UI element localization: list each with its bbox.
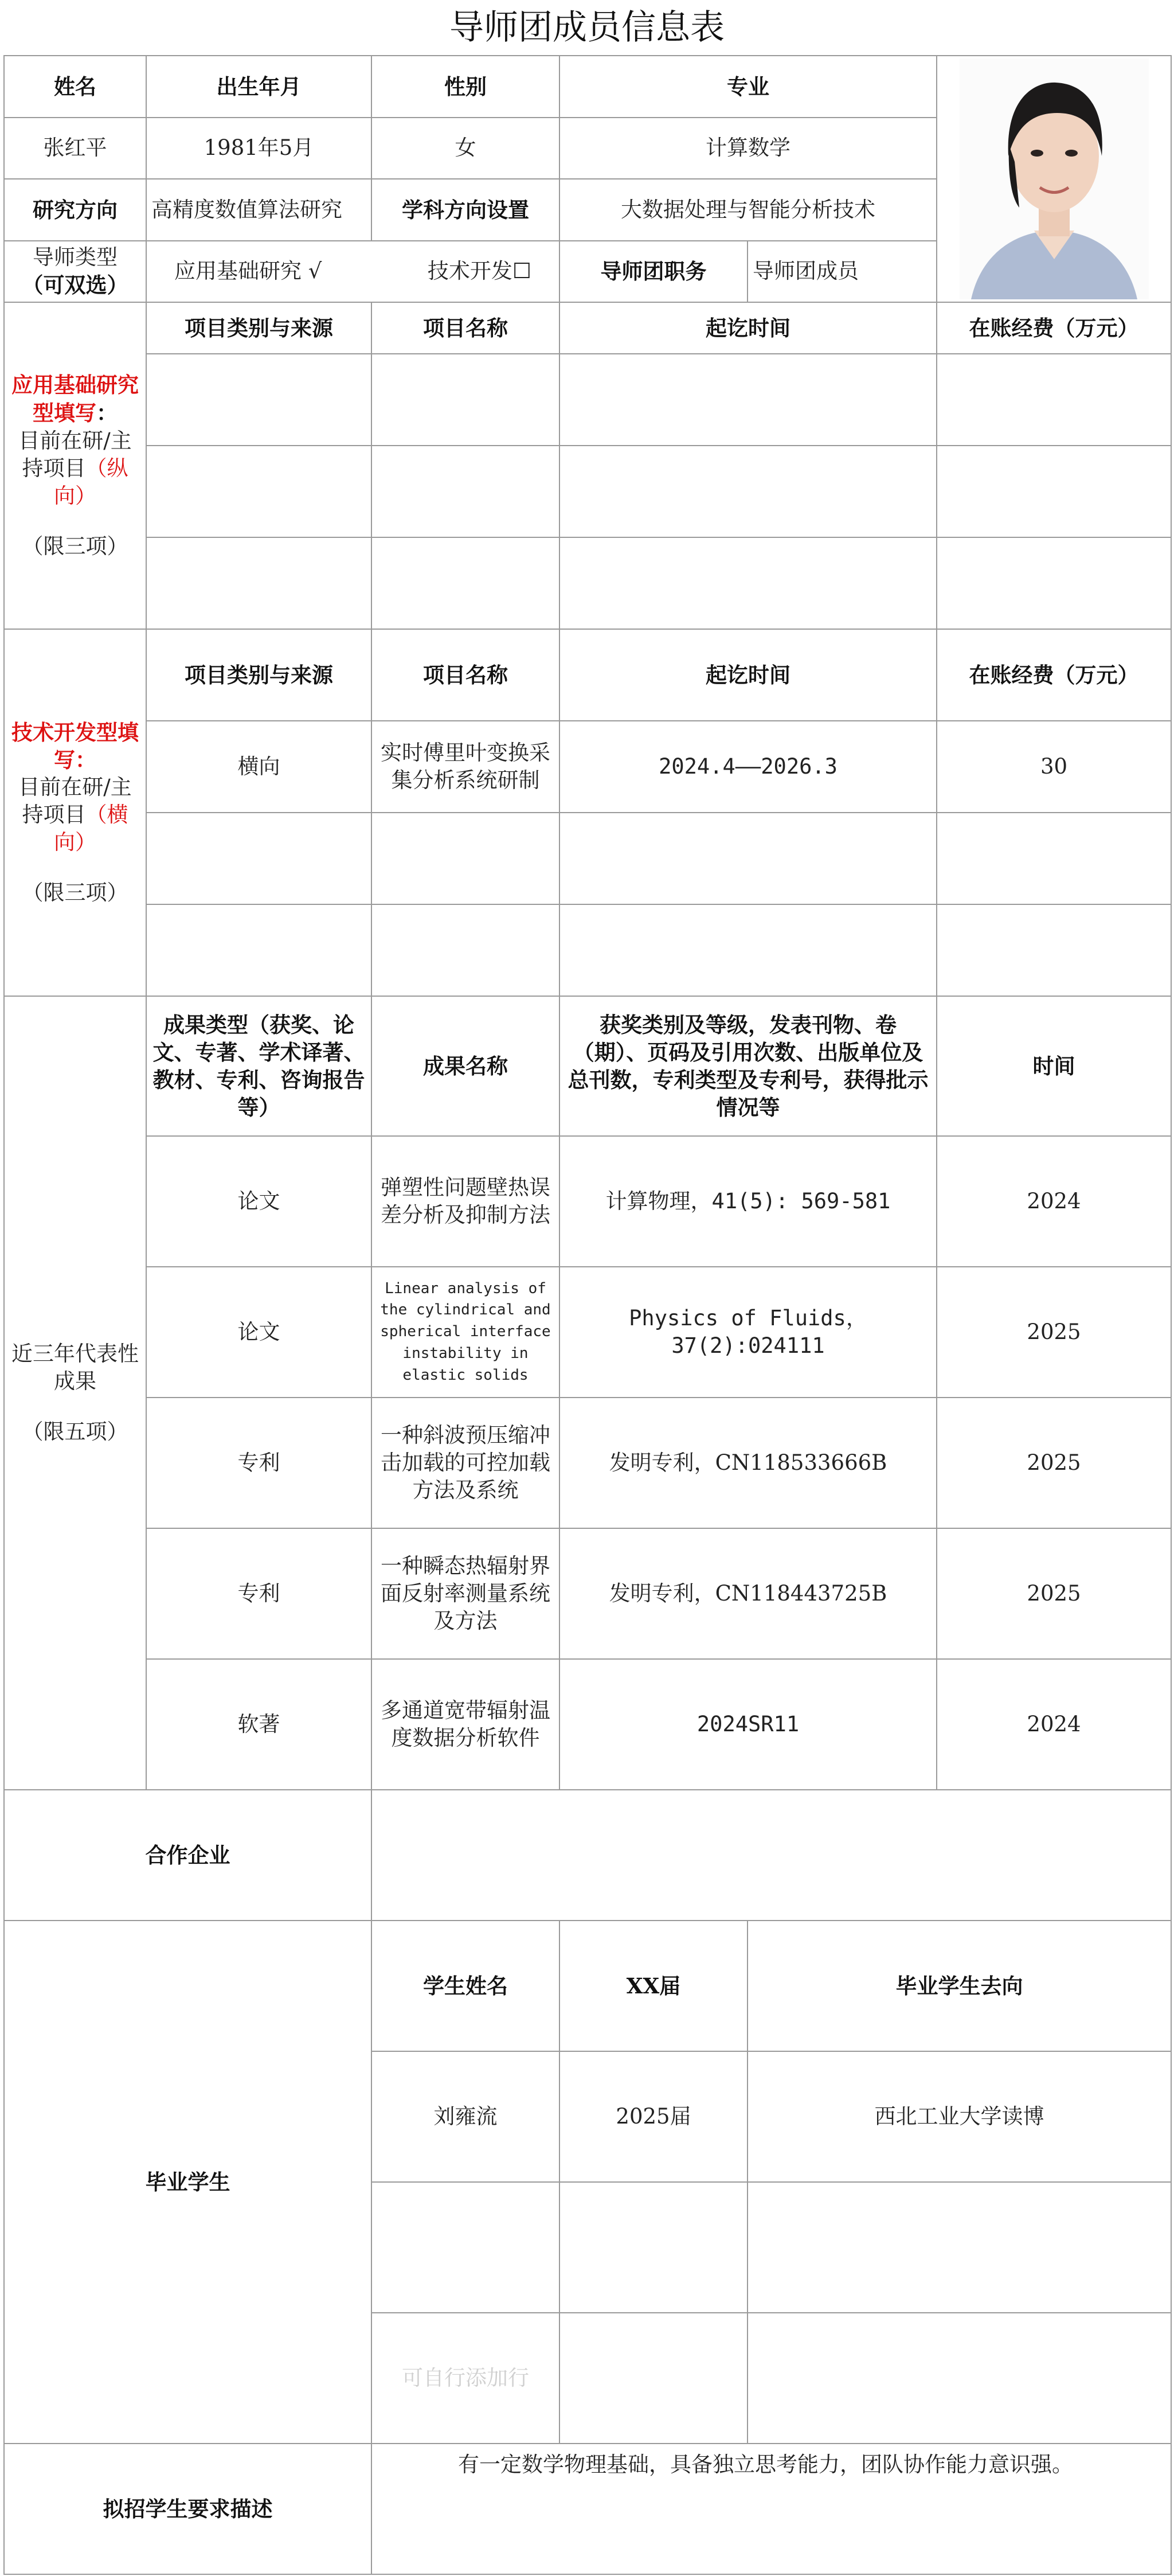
tech-header: 在账经费（万元） <box>937 629 1171 721</box>
results-cell[interactable]: 论文 <box>146 1267 371 1398</box>
tech-cell[interactable] <box>371 813 559 904</box>
tech-section-label: 技术开发型填写： 目前在研/主持项目（横向） （限三项） <box>4 629 146 996</box>
tech-limit: （限三项） <box>22 880 128 905</box>
graduate-cell[interactable]: 刘雍流 <box>371 2051 559 2182</box>
discipline-label: 学科方向设置 <box>371 179 559 241</box>
applied-cell[interactable] <box>559 446 937 537</box>
applied-header: 项目类别与来源 <box>146 302 371 354</box>
graduates-label: 毕业学生 <box>4 1921 371 2444</box>
applied-header: 起讫时间 <box>559 302 937 354</box>
graduate-cell[interactable]: 2025届 <box>559 2051 748 2182</box>
results-cell[interactable]: 2024 <box>937 1136 1171 1267</box>
tech-cell[interactable] <box>559 904 937 996</box>
photo-cell <box>937 56 1171 302</box>
tech-cell[interactable] <box>559 813 937 904</box>
discipline-value: 大数据处理与智能分析技术 <box>559 179 937 241</box>
portrait-image <box>960 58 1149 299</box>
gender-value: 女 <box>371 118 559 179</box>
results-cell[interactable]: 2024SR11 <box>559 1659 937 1790</box>
applied-header: 项目名称 <box>371 302 559 354</box>
results-limit: （限五项） <box>22 1419 128 1445</box>
tutor-type-options <box>146 241 559 303</box>
page-title: 导师团成员信息表 <box>449 7 725 48</box>
applied-cell[interactable] <box>146 446 371 537</box>
graduates-header: 学生姓名 <box>371 1921 559 2051</box>
results-cell[interactable]: 发明专利，CN118533666B <box>559 1398 937 1528</box>
results-cell[interactable]: 软著 <box>146 1659 371 1790</box>
role-value: 导师团成员 <box>748 241 937 303</box>
applied-cell[interactable] <box>146 354 371 446</box>
requirement-value[interactable]: 有一定数学物理基础，具备独立思考能力，团队协作能力意识强。 <box>371 2444 1171 2574</box>
applied-cell[interactable] <box>371 354 559 446</box>
research-label: 研究方向 <box>4 179 146 241</box>
role-label: 导师团职务 <box>559 241 748 303</box>
tutor-type-title: 导师类型 <box>33 245 118 270</box>
results-cell[interactable]: 专利 <box>146 1528 371 1659</box>
applied-cell[interactable] <box>371 446 559 537</box>
results-cell[interactable]: 多通道宽带辐射温度数据分析软件 <box>371 1659 559 1790</box>
tutor-type-option-tech[interactable]: 技术开发☐ <box>427 259 531 284</box>
applied-limit: （限三项） <box>22 534 128 559</box>
tech-header: 项目名称 <box>371 629 559 721</box>
results-header: 时间 <box>937 996 1171 1136</box>
birth-label: 出生年月 <box>146 56 371 118</box>
partner-label: 合作企业 <box>4 1790 371 1921</box>
major-value: 计算数学 <box>559 118 937 179</box>
results-cell[interactable]: 2025 <box>937 1398 1171 1528</box>
graduate-cell[interactable] <box>371 2182 559 2313</box>
tutor-type-sub: （可双选） <box>22 272 128 298</box>
results-cell[interactable]: 专利 <box>146 1398 371 1528</box>
results-cell[interactable]: 一种斜波预压缩冲击加载的可控加载方法及系统 <box>371 1398 559 1528</box>
results-cell[interactable]: 2024 <box>937 1659 1171 1790</box>
graduate-cell[interactable] <box>559 2313 748 2444</box>
graduates-header: XX届 <box>559 1921 748 2051</box>
applied-cell[interactable] <box>937 446 1171 537</box>
applied-cell[interactable] <box>146 537 371 629</box>
tutor-type-label <box>4 241 146 303</box>
info-table <box>3 55 1172 2575</box>
applied-section-label: 应用基础研究型填写： 目前在研/主持项目（纵向） （限三项） <box>4 302 146 629</box>
major-label: 专业 <box>559 56 937 118</box>
tech-cell[interactable] <box>937 813 1171 904</box>
results-cell[interactable]: 弹塑性问题壁热误差分析及抑制方法 <box>371 1136 559 1267</box>
results-cell[interactable]: 计算物理，41(5): 569-581 <box>559 1136 937 1267</box>
results-section-label: 近三年代表性成果 （限五项） <box>4 996 146 1790</box>
tech-cell[interactable]: 2024.4——2026.3 <box>559 721 937 813</box>
results-cell[interactable]: Physics of Fluids，37(2):024111 <box>559 1267 937 1398</box>
results-cell[interactable]: 2025 <box>937 1528 1171 1659</box>
tech-cell[interactable] <box>146 904 371 996</box>
tech-cell[interactable] <box>371 904 559 996</box>
add-row-hint[interactable]: 可自行添加行 <box>371 2313 559 2444</box>
applied-cell[interactable] <box>559 354 937 446</box>
applied-cell[interactable] <box>937 537 1171 629</box>
tech-cell[interactable]: 30 <box>937 721 1171 813</box>
results-cell[interactable]: 发明专利，CN118443725B <box>559 1528 937 1659</box>
graduate-cell[interactable] <box>559 2182 748 2313</box>
results-cell[interactable]: Linear analysis of the cylindrical and spherical interface instability in elastic solids <box>371 1267 559 1398</box>
results-header: 成果类型（获奖、论文、专著、学术译著、教材、专利、咨询报告等） <box>146 996 371 1136</box>
results-cell[interactable]: 2025 <box>937 1267 1171 1398</box>
research-value: 高精度数值算法研究 <box>146 179 371 241</box>
member-photo <box>960 58 1149 299</box>
tech-cell[interactable]: 横向 <box>146 721 371 813</box>
tech-cell[interactable]: 实时傅里叶变换采集分析系统研制 <box>371 721 559 813</box>
graduate-cell[interactable] <box>748 2182 1171 2313</box>
requirement-label: 拟招学生要求描述 <box>4 2444 371 2574</box>
graduate-cell[interactable] <box>748 2313 1171 2444</box>
graduate-cell[interactable]: 西北工业大学读博 <box>748 2051 1171 2182</box>
name-label: 姓名 <box>4 56 146 118</box>
results-header: 成果名称 <box>371 996 559 1136</box>
applied-cell[interactable] <box>559 537 937 629</box>
name-value: 张红平 <box>4 118 146 179</box>
tech-header: 项目类别与来源 <box>146 629 371 721</box>
graduates-header: 毕业学生去向 <box>748 1921 1171 2051</box>
applied-cell[interactable] <box>371 537 559 629</box>
partner-value[interactable] <box>371 1790 1171 1921</box>
results-header: 获奖类别及等级，发表刊物、卷（期）、页码及引用次数、出版单位及总刊数，专利类型及专利号，获得批示情况等 <box>559 996 937 1136</box>
results-cell[interactable]: 一种瞬态热辐射界面反射率测量系统及方法 <box>371 1528 559 1659</box>
applied-header: 在账经费（万元） <box>937 302 1171 354</box>
tech-header: 起讫时间 <box>559 629 937 721</box>
results-cell[interactable]: 论文 <box>146 1136 371 1267</box>
applied-cell[interactable] <box>937 354 1171 446</box>
tech-cell[interactable] <box>937 904 1171 996</box>
gender-label: 性别 <box>371 56 559 118</box>
tech-cell[interactable] <box>146 813 371 904</box>
tutor-type-option-applied[interactable]: 应用基础研究 √ <box>174 259 322 284</box>
birth-value: 1981年5月 <box>146 118 371 179</box>
